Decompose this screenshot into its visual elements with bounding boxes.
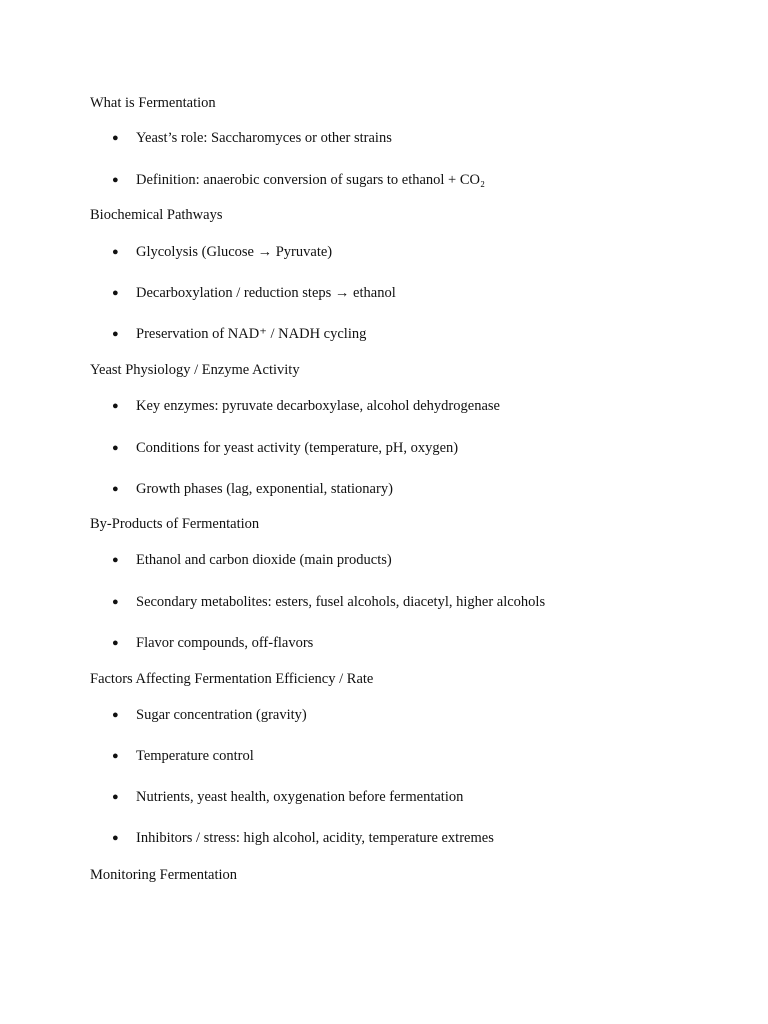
list-item-text: Ethanol and carbon dioxide (main products) [136,552,392,568]
list-item-text: Temperature control [136,748,254,764]
list-item [112,551,392,569]
list-item [112,788,463,806]
bullet-icon: ● [112,328,119,340]
list-item [112,439,458,457]
list-item-text: Glycolysis (Glucose → Pyruvate) [136,244,333,260]
bullet-icon: ● [112,554,119,566]
section-heading-by-products: By‑Products of Fermentation [90,516,260,532]
list-item [112,634,313,652]
list-item [112,129,392,147]
list-item [112,829,494,847]
list-item-text: Yeast’s role: Saccharomyces or other strains [136,130,392,146]
bullet-icon: ● [112,596,119,608]
section-heading-monitoring: Monitoring Fermentation [90,867,237,883]
bullet-icon: ● [112,709,119,721]
section-heading-factors: Factors Affecting Fermentation Efficiency / Rate [90,671,374,687]
bullet-icon: ● [112,132,119,144]
list-item [112,706,307,724]
list-item-text: Key enzymes: pyruvate decarboxylase, alcohol dehydrogenase [136,398,500,414]
list-item-text: Definition: anaerobic conversion of sugars to ethanol + CO₂ [136,172,486,188]
section-heading-yeast-physiology: Yeast Physiology / Enzyme Activity [90,362,300,378]
list-item [112,325,366,343]
list-item-text: Flavor compounds, off-flavors [136,635,314,651]
list-item-text: Decarboxylation / reduction steps → ethanol [136,285,396,301]
list-item [112,171,485,189]
section-heading-what-is-fermentation: What is Fermentation [90,95,216,111]
bullet-icon: ● [112,442,119,454]
list-item-text: Nutrients, yeast health, oxygenation before fermentation [136,789,464,805]
bullet-icon: ● [112,287,119,299]
list-item [112,480,393,498]
list-item [112,397,500,415]
bullet-icon: ● [112,483,119,495]
bullet-icon: ● [112,400,119,412]
bullet-icon: ● [112,791,119,803]
list-item [112,747,254,765]
list-item-text: Preservation of NAD⁺ / NADH cycling [136,326,367,342]
list-item-text: Conditions for yeast activity (temperature, pH, oxygen) [136,440,459,456]
list-item [112,284,396,302]
list-item-text: Inhibitors / stress: high alcohol, acidity, temperature extremes [136,830,494,846]
bullet-icon: ● [112,246,119,258]
list-item [112,243,332,261]
list-item-text: Secondary metabolites: esters, fusel alcohols, diacetyl, higher alcohols [136,594,546,610]
bullet-icon: ● [112,637,119,649]
list-item-text: Growth phases (lag, exponential, stationary) [136,481,393,497]
bullet-icon: ● [112,174,119,186]
bullet-icon: ● [112,750,119,762]
list-item-text: Sugar concentration (gravity) [136,707,307,723]
bullet-icon: ● [112,832,119,844]
section-heading-biochemical-pathways: Biochemical Pathways [90,207,223,223]
list-item [112,593,545,611]
